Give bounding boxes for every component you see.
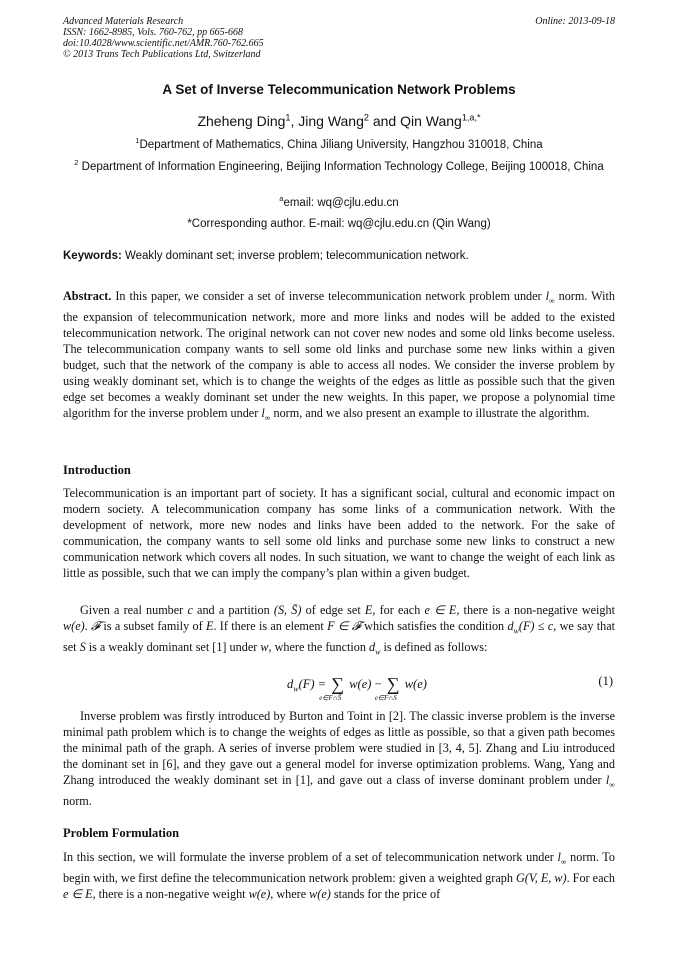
math-symbol: 𝓕 bbox=[91, 619, 101, 633]
email-line bbox=[63, 195, 615, 211]
math-symbol: w(e) bbox=[63, 619, 85, 633]
math-symbol: G(V, E, w) bbox=[515, 871, 567, 886]
keywords bbox=[63, 250, 615, 262]
math-subscript: ∞ bbox=[560, 857, 567, 867]
math-symbol: w(e) bbox=[404, 677, 427, 691]
abstract bbox=[63, 288, 615, 427]
affiliation-text: Department of Mathematics, China Jiliang University, Hangzhou 310018, China bbox=[139, 139, 543, 151]
text-run: . bbox=[84, 619, 92, 633]
text-run: stands for the price of bbox=[330, 887, 441, 902]
author-list bbox=[63, 113, 615, 129]
corresponding-author: *Corresponding author. E-mail: wq@cjlu.edu.cn (Qin Wang) bbox=[187, 218, 491, 230]
text-run: . For each bbox=[566, 871, 615, 886]
math-symbol: S bbox=[79, 640, 86, 655]
math-subscript: w bbox=[375, 647, 381, 657]
text-run: , for each bbox=[372, 603, 425, 617]
affiliation-mark: 1 bbox=[135, 136, 140, 146]
text-run: is defined as follows: bbox=[380, 640, 488, 655]
keywords-text: Weakly dominant set; inverse problem; telecommunication network. bbox=[121, 250, 469, 262]
text-run: is a subset family of bbox=[100, 619, 206, 633]
intro-paragraph-3 bbox=[63, 708, 615, 809]
text-run: , where bbox=[270, 887, 310, 902]
sum-index: e∈F∩S bbox=[374, 694, 397, 702]
text-run: , where the function bbox=[268, 640, 369, 655]
math-symbol: e ∈ E bbox=[63, 887, 93, 902]
affiliation-mark: 2 bbox=[363, 112, 369, 123]
math-symbol: d bbox=[369, 640, 376, 655]
separator: and bbox=[368, 113, 401, 129]
abstract-label: Abstract. bbox=[63, 289, 112, 303]
equation-1 bbox=[63, 672, 615, 702]
keywords-label: Keywords: bbox=[63, 250, 122, 262]
separator: , bbox=[290, 113, 299, 129]
journal-name: Advanced Materials Research bbox=[63, 16, 184, 27]
text-run: of edge set bbox=[301, 603, 365, 617]
math-symbol: w(e) bbox=[349, 677, 372, 691]
author-name: Zheheng Ding bbox=[197, 113, 286, 129]
text-run: Given a real number bbox=[80, 603, 188, 617]
math-symbol: c bbox=[187, 603, 193, 617]
affiliation-mark: 1 bbox=[285, 112, 291, 123]
math-subscript: ∞ bbox=[609, 780, 615, 790]
text-run: , there is a non-negative weight bbox=[456, 603, 615, 617]
math-symbol: w(e) bbox=[248, 887, 271, 902]
doi-line[interactable]: doi:10.4028/www.scientific.net/AMR.760-762.665 bbox=[63, 38, 264, 49]
author-name: Qin Wang bbox=[400, 113, 462, 129]
text-run: , we say that set bbox=[63, 619, 616, 655]
math-symbol: E bbox=[364, 603, 373, 617]
math-symbol: l bbox=[605, 773, 610, 787]
math-symbol: e ∈ E bbox=[424, 603, 457, 617]
equation-number: (1) bbox=[598, 674, 613, 688]
abstract-text: norm, and we also present an example to illustrate the algorithm. bbox=[270, 406, 590, 421]
intro-paragraph-1: Telecommunication is an important part of society. It has a significant social, cultural and economic impact on modern society. A telecommunication company has some links of a communication network. With the development of network, more new nodes and links have been added to the network. For the sake of communication, the company wants to sell some old links and purchase some new links to construct a new communication network which covers all nodes. In such situation, we want to change the weight of each link as little as possible, such that we can imply the company’s plan within a given budget. bbox=[63, 486, 615, 580]
sum-glyph: ∑ bbox=[386, 674, 400, 694]
text-run: norm. To begin with, we first define the telecommunication network problem: given a weighted graph bbox=[63, 850, 615, 886]
text-run: In this section, we will formulate the inverse problem of a set of telecommunication network under bbox=[63, 850, 558, 864]
text-run: which satisfies the condition bbox=[360, 619, 508, 633]
paper-title: A Set of Inverse Telecommunication Network Problems bbox=[162, 82, 516, 97]
section-heading: Introduction bbox=[63, 463, 131, 477]
math-symbol: F ∈ 𝓕 bbox=[327, 619, 361, 633]
sum-symbol bbox=[319, 674, 345, 702]
affiliation-text: Department of Information Engineering, Beijing Information Technology College, Beijing 100018, China bbox=[78, 161, 604, 173]
equation-body bbox=[287, 674, 427, 702]
math-symbol: w bbox=[260, 640, 269, 655]
math-subscript: w bbox=[513, 626, 519, 636]
math-symbol: E bbox=[205, 619, 214, 633]
math-subscript: ∞ bbox=[548, 296, 555, 306]
abstract-text: norm. With the expansion of telecommunication network, more and more links and nodes will be added to the existed telecommunication network. The original network can not cover new nodes and some old links become useless. The telecommunication company wants to sell some old links and purchase some new links within a given budget, such that the network of the company is able to access all nodes. We consider the inverse problem by using weakly dominant set, which is to change the weights of the edges as little as possible such that the given edge set becomes a weakly dominant set under the new weights. In this paper, we propose a polynomial time algorithm for the inverse problem under bbox=[63, 289, 616, 421]
affiliation-mark: 2 bbox=[74, 158, 79, 168]
author-name: Jing Wang bbox=[298, 113, 364, 129]
math-symbol: (S, S̄) bbox=[273, 603, 302, 617]
math-symbol: (F) = bbox=[298, 677, 330, 691]
section-heading: Problem Formulation bbox=[63, 826, 180, 840]
math-subscript: w bbox=[293, 684, 299, 694]
online-date: Online: 2013-09-18 bbox=[535, 16, 615, 27]
math-operator: − bbox=[371, 677, 385, 691]
affiliation-2 bbox=[63, 159, 615, 175]
sum-symbol bbox=[374, 674, 400, 702]
problem-paragraph-1 bbox=[63, 849, 615, 902]
journal-header bbox=[63, 16, 615, 60]
math-symbol: d bbox=[287, 677, 294, 691]
math-symbol: l bbox=[557, 850, 561, 864]
math-symbol: (F) ≤ c bbox=[518, 619, 554, 633]
text-run: , there is a non-negative weight bbox=[92, 887, 249, 902]
copyright-line: © 2013 Trans Tech Publications Ltd, Switzerland bbox=[63, 49, 261, 60]
sum-index: e∈F∩S̄ bbox=[319, 694, 342, 702]
math-subscript: ∞ bbox=[264, 413, 271, 423]
math-symbol: w(e) bbox=[309, 887, 331, 902]
text-run: Inverse problem was firstly introduced by Burton and Toint in [2]. The classic inverse problem is the inverse minimal path problem which is to change the weights of edges as little as possible, so that a given path becomes the minimal path of the graph. A series of inverse problem were studied in [3, 4, 5]. Zhang and Liu introduced the dominant set in [6], and they gave out a general model for inverse optimization problems. Wang, Yang and Zhang introduced the weakly dominant set in [1], and gave out a class of inverse dominant problem under bbox=[63, 709, 615, 787]
text-run: norm. bbox=[63, 794, 92, 809]
abstract-text: In this paper, we consider a set of inverse telecommunication network problem under bbox=[111, 289, 546, 303]
intro-paragraph-2 bbox=[63, 602, 615, 661]
math-symbol: d bbox=[507, 619, 514, 633]
text-run: is a weakly dominant set [1] under bbox=[85, 640, 261, 655]
affiliation-mark: 1,a,* bbox=[461, 112, 481, 123]
sum-glyph: ∑ bbox=[331, 674, 345, 694]
math-symbol: l bbox=[261, 406, 265, 421]
email-text[interactable]: email: wq@cjlu.edu.cn bbox=[283, 197, 399, 209]
text-run: and a partition bbox=[192, 603, 274, 617]
affiliation-1 bbox=[63, 137, 615, 153]
affiliation-mark: a bbox=[279, 194, 284, 204]
math-symbol: l bbox=[545, 289, 549, 303]
issn-line: ISSN: 1662-8985, Vols. 760-762, pp 665-668 bbox=[63, 27, 243, 38]
text-run: . If there is an element bbox=[213, 619, 328, 633]
